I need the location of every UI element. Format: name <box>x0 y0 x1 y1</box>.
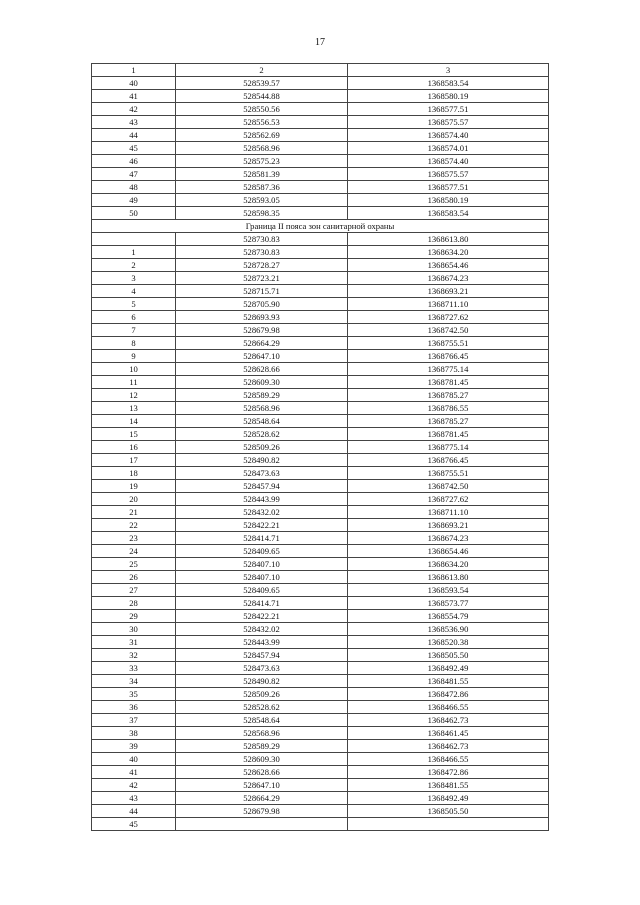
table-row <box>92 779 549 792</box>
table-row <box>92 532 549 545</box>
table-row <box>92 610 549 623</box>
x-coordinate-cell: 528509.26 <box>176 441 348 454</box>
point-number-cell: 44 <box>92 805 176 818</box>
point-number-cell: 25 <box>92 558 176 571</box>
table-row <box>92 597 549 610</box>
point-number-cell: 48 <box>92 181 176 194</box>
point-number-cell: 21 <box>92 506 176 519</box>
x-coordinate-cell <box>176 818 348 831</box>
y-coordinate-cell: 1368755.51 <box>348 467 549 480</box>
header-row <box>92 64 549 77</box>
y-coordinate-cell <box>348 818 549 831</box>
x-coordinate-cell: 528550.56 <box>176 103 348 116</box>
point-number-cell: 43 <box>92 116 176 129</box>
y-coordinate-cell: 1368505.50 <box>348 805 549 818</box>
point-number-cell: 45 <box>92 142 176 155</box>
y-coordinate-cell: 1368492.49 <box>348 792 549 805</box>
y-coordinate-cell: 1368536.90 <box>348 623 549 636</box>
point-number-cell: 41 <box>92 90 176 103</box>
x-coordinate-cell: 528443.99 <box>176 636 348 649</box>
y-coordinate-cell: 1368742.50 <box>348 480 549 493</box>
point-number-cell: 11 <box>92 376 176 389</box>
point-number-cell: 34 <box>92 675 176 688</box>
point-number-cell: 17 <box>92 454 176 467</box>
point-number-cell: 46 <box>92 155 176 168</box>
y-coordinate-cell: 1368727.62 <box>348 311 549 324</box>
table-row <box>92 805 549 818</box>
x-coordinate-cell: 528548.64 <box>176 714 348 727</box>
y-coordinate-cell: 1368577.51 <box>348 103 549 116</box>
table-row <box>92 493 549 506</box>
point-number-cell: 38 <box>92 727 176 740</box>
x-coordinate-cell: 528432.02 <box>176 623 348 636</box>
x-coordinate-cell: 528407.10 <box>176 571 348 584</box>
y-coordinate-cell: 1368654.46 <box>348 259 549 272</box>
y-coordinate-cell: 1368583.54 <box>348 77 549 90</box>
coordinates-table <box>91 63 549 831</box>
table-row <box>92 207 549 220</box>
point-number-cell: 26 <box>92 571 176 584</box>
x-coordinate-cell: 528407.10 <box>176 558 348 571</box>
table-row <box>92 766 549 779</box>
table-row <box>92 103 549 116</box>
x-coordinate-cell: 528422.21 <box>176 610 348 623</box>
y-coordinate-cell: 1368466.55 <box>348 753 549 766</box>
table-row <box>92 792 549 805</box>
table-row <box>92 701 549 714</box>
x-coordinate-cell: 528705.90 <box>176 298 348 311</box>
y-coordinate-cell: 1368462.73 <box>348 740 549 753</box>
y-coordinate-cell: 1368573.77 <box>348 597 549 610</box>
table-row <box>92 376 549 389</box>
point-number-cell: 28 <box>92 597 176 610</box>
y-coordinate-cell: 1368580.19 <box>348 90 549 103</box>
y-coordinate-cell: 1368613.80 <box>348 571 549 584</box>
point-number-cell: 14 <box>92 415 176 428</box>
point-number-cell: 18 <box>92 467 176 480</box>
point-number-cell <box>92 233 176 246</box>
y-coordinate-cell: 1368674.23 <box>348 272 549 285</box>
x-coordinate-cell: 528457.94 <box>176 480 348 493</box>
point-number-cell: 44 <box>92 129 176 142</box>
y-coordinate-cell: 1368575.57 <box>348 116 549 129</box>
table-row <box>92 311 549 324</box>
x-coordinate-cell: 528490.82 <box>176 454 348 467</box>
point-number-cell: 32 <box>92 649 176 662</box>
table-row <box>92 168 549 181</box>
point-number-cell: 40 <box>92 77 176 90</box>
x-coordinate-cell: 528473.63 <box>176 662 348 675</box>
point-number-cell: 12 <box>92 389 176 402</box>
y-coordinate-cell: 1368462.73 <box>348 714 549 727</box>
y-coordinate-cell: 1368574.01 <box>348 142 549 155</box>
x-coordinate-cell: 528628.66 <box>176 766 348 779</box>
x-coordinate-cell: 528679.98 <box>176 805 348 818</box>
y-coordinate-cell: 1368775.14 <box>348 363 549 376</box>
table-row <box>92 389 549 402</box>
table-row <box>92 558 549 571</box>
y-coordinate-cell: 1368472.86 <box>348 688 549 701</box>
x-coordinate-cell: 528422.21 <box>176 519 348 532</box>
x-coordinate-cell: 528581.39 <box>176 168 348 181</box>
x-coordinate-cell: 528628.66 <box>176 363 348 376</box>
x-coordinate-cell: 528528.62 <box>176 428 348 441</box>
x-coordinate-cell: 528556.53 <box>176 116 348 129</box>
y-coordinate-cell: 1368786.55 <box>348 402 549 415</box>
point-number-cell: 15 <box>92 428 176 441</box>
x-coordinate-cell: 528693.93 <box>176 311 348 324</box>
point-number-cell: 7 <box>92 324 176 337</box>
point-number-cell: 20 <box>92 493 176 506</box>
y-coordinate-cell: 1368520.38 <box>348 636 549 649</box>
table-row <box>92 272 549 285</box>
y-coordinate-cell: 1368554.79 <box>348 610 549 623</box>
table-row <box>92 90 549 103</box>
table-row <box>92 506 549 519</box>
table-row <box>92 246 549 259</box>
x-coordinate-cell: 528414.71 <box>176 597 348 610</box>
point-number-cell: 40 <box>92 753 176 766</box>
x-coordinate-cell: 528589.29 <box>176 389 348 402</box>
point-number-cell: 8 <box>92 337 176 350</box>
y-coordinate-cell: 1368693.21 <box>348 519 549 532</box>
x-coordinate-cell: 528568.96 <box>176 402 348 415</box>
table-row <box>92 77 549 90</box>
y-coordinate-cell: 1368481.55 <box>348 779 549 792</box>
point-number-cell: 41 <box>92 766 176 779</box>
y-coordinate-cell: 1368574.40 <box>348 129 549 142</box>
point-number-cell: 6 <box>92 311 176 324</box>
x-coordinate-cell: 528609.30 <box>176 376 348 389</box>
y-coordinate-cell: 1368727.62 <box>348 493 549 506</box>
point-number-cell: 3 <box>92 272 176 285</box>
table-row <box>92 454 549 467</box>
x-coordinate-cell: 528568.96 <box>176 142 348 155</box>
table-row <box>92 155 549 168</box>
x-coordinate-cell: 528730.83 <box>176 246 348 259</box>
point-number-cell: 27 <box>92 584 176 597</box>
table-row <box>92 727 549 740</box>
point-number-cell: 49 <box>92 194 176 207</box>
point-number-cell: 1 <box>92 246 176 259</box>
table-row <box>92 337 549 350</box>
table-row <box>92 584 549 597</box>
point-number-cell: 30 <box>92 623 176 636</box>
table-row <box>92 714 549 727</box>
x-coordinate-cell: 528679.98 <box>176 324 348 337</box>
point-number-cell: 37 <box>92 714 176 727</box>
x-coordinate-cell: 528544.88 <box>176 90 348 103</box>
header-cell-2: 2 <box>176 64 348 77</box>
x-coordinate-cell: 528548.64 <box>176 415 348 428</box>
y-coordinate-cell: 1368613.80 <box>348 233 549 246</box>
table-row <box>92 116 549 129</box>
x-coordinate-cell: 528598.35 <box>176 207 348 220</box>
table-row <box>92 467 549 480</box>
point-number-cell: 13 <box>92 402 176 415</box>
table-row <box>92 662 549 675</box>
x-coordinate-cell: 528409.65 <box>176 584 348 597</box>
y-coordinate-cell: 1368742.50 <box>348 324 549 337</box>
x-coordinate-cell: 528539.57 <box>176 77 348 90</box>
point-number-cell: 45 <box>92 818 176 831</box>
point-number-cell: 10 <box>92 363 176 376</box>
point-number-cell: 31 <box>92 636 176 649</box>
x-coordinate-cell: 528587.36 <box>176 181 348 194</box>
point-number-cell: 19 <box>92 480 176 493</box>
point-number-cell: 22 <box>92 519 176 532</box>
y-coordinate-cell: 1368574.40 <box>348 155 549 168</box>
x-coordinate-cell: 528730.83 <box>176 233 348 246</box>
table-row <box>92 740 549 753</box>
x-coordinate-cell: 528409.65 <box>176 545 348 558</box>
x-coordinate-cell: 528609.30 <box>176 753 348 766</box>
table-row <box>92 402 549 415</box>
table-row <box>92 298 549 311</box>
y-coordinate-cell: 1368583.54 <box>348 207 549 220</box>
point-number-cell: 2 <box>92 259 176 272</box>
x-coordinate-cell: 528647.10 <box>176 779 348 792</box>
y-coordinate-cell: 1368755.51 <box>348 337 549 350</box>
y-coordinate-cell: 1368766.45 <box>348 454 549 467</box>
table-row <box>92 649 549 662</box>
y-coordinate-cell: 1368775.14 <box>348 441 549 454</box>
header-cell-1: 1 <box>92 64 176 77</box>
x-coordinate-cell: 528728.27 <box>176 259 348 272</box>
point-number-cell: 4 <box>92 285 176 298</box>
y-coordinate-cell: 1368580.19 <box>348 194 549 207</box>
table-row <box>92 428 549 441</box>
header-cell-3: 3 <box>348 64 549 77</box>
table-row <box>92 571 549 584</box>
y-coordinate-cell: 1368461.45 <box>348 727 549 740</box>
table-row <box>92 675 549 688</box>
x-coordinate-cell: 528723.21 <box>176 272 348 285</box>
table-row <box>92 350 549 363</box>
y-coordinate-cell: 1368575.57 <box>348 168 549 181</box>
point-number-cell: 47 <box>92 168 176 181</box>
x-coordinate-cell: 528509.26 <box>176 688 348 701</box>
x-coordinate-cell: 528593.05 <box>176 194 348 207</box>
x-coordinate-cell: 528589.29 <box>176 740 348 753</box>
table-row <box>92 363 549 376</box>
point-number-cell: 33 <box>92 662 176 675</box>
x-coordinate-cell: 528664.29 <box>176 337 348 350</box>
y-coordinate-cell: 1368781.45 <box>348 428 549 441</box>
table-row <box>92 753 549 766</box>
table-row <box>92 818 549 831</box>
y-coordinate-cell: 1368481.55 <box>348 675 549 688</box>
y-coordinate-cell: 1368781.45 <box>348 376 549 389</box>
coordinates-table-body <box>92 64 549 831</box>
point-number-cell: 23 <box>92 532 176 545</box>
y-coordinate-cell: 1368654.46 <box>348 545 549 558</box>
x-coordinate-cell: 528490.82 <box>176 675 348 688</box>
y-coordinate-cell: 1368634.20 <box>348 558 549 571</box>
table-row <box>92 636 549 649</box>
point-number-cell: 42 <box>92 103 176 116</box>
point-number-cell: 16 <box>92 441 176 454</box>
x-coordinate-cell: 528568.96 <box>176 727 348 740</box>
y-coordinate-cell: 1368577.51 <box>348 181 549 194</box>
x-coordinate-cell: 528432.02 <box>176 506 348 519</box>
y-coordinate-cell: 1368593.54 <box>348 584 549 597</box>
table-row <box>92 324 549 337</box>
section-title: Граница II пояса зон санитарной охраны <box>92 220 549 233</box>
table-row <box>92 688 549 701</box>
x-coordinate-cell: 528443.99 <box>176 493 348 506</box>
point-number-cell: 39 <box>92 740 176 753</box>
page-number: 17 <box>315 37 325 48</box>
table-row <box>92 623 549 636</box>
x-coordinate-cell: 528664.29 <box>176 792 348 805</box>
point-number-cell: 42 <box>92 779 176 792</box>
point-number-cell: 35 <box>92 688 176 701</box>
x-coordinate-cell: 528647.10 <box>176 350 348 363</box>
y-coordinate-cell: 1368634.20 <box>348 246 549 259</box>
y-coordinate-cell: 1368785.27 <box>348 415 549 428</box>
y-coordinate-cell: 1368766.45 <box>348 350 549 363</box>
point-number-cell: 24 <box>92 545 176 558</box>
x-coordinate-cell: 528457.94 <box>176 649 348 662</box>
section-row <box>92 220 549 233</box>
table-row <box>92 545 549 558</box>
point-number-cell: 50 <box>92 207 176 220</box>
y-coordinate-cell: 1368674.23 <box>348 532 549 545</box>
table-row <box>92 142 549 155</box>
y-coordinate-cell: 1368466.55 <box>348 701 549 714</box>
point-number-cell: 5 <box>92 298 176 311</box>
point-number-cell: 43 <box>92 792 176 805</box>
table-row <box>92 480 549 493</box>
y-coordinate-cell: 1368785.27 <box>348 389 549 402</box>
x-coordinate-cell: 528414.71 <box>176 532 348 545</box>
table-row <box>92 441 549 454</box>
y-coordinate-cell: 1368472.86 <box>348 766 549 779</box>
table-row <box>92 519 549 532</box>
x-coordinate-cell: 528575.23 <box>176 155 348 168</box>
x-coordinate-cell: 528528.62 <box>176 701 348 714</box>
x-coordinate-cell: 528715.71 <box>176 285 348 298</box>
y-coordinate-cell: 1368693.21 <box>348 285 549 298</box>
x-coordinate-cell: 528473.63 <box>176 467 348 480</box>
table-row <box>92 129 549 142</box>
point-number-cell: 36 <box>92 701 176 714</box>
table-row <box>92 194 549 207</box>
x-coordinate-cell: 528562.69 <box>176 129 348 142</box>
y-coordinate-cell: 1368492.49 <box>348 662 549 675</box>
y-coordinate-cell: 1368711.10 <box>348 506 549 519</box>
table-row <box>92 181 549 194</box>
point-number-cell: 9 <box>92 350 176 363</box>
table-row <box>92 233 549 246</box>
table-row <box>92 259 549 272</box>
table-row <box>92 285 549 298</box>
y-coordinate-cell: 1368505.50 <box>348 649 549 662</box>
point-number-cell: 29 <box>92 610 176 623</box>
table-row <box>92 415 549 428</box>
y-coordinate-cell: 1368711.10 <box>348 298 549 311</box>
